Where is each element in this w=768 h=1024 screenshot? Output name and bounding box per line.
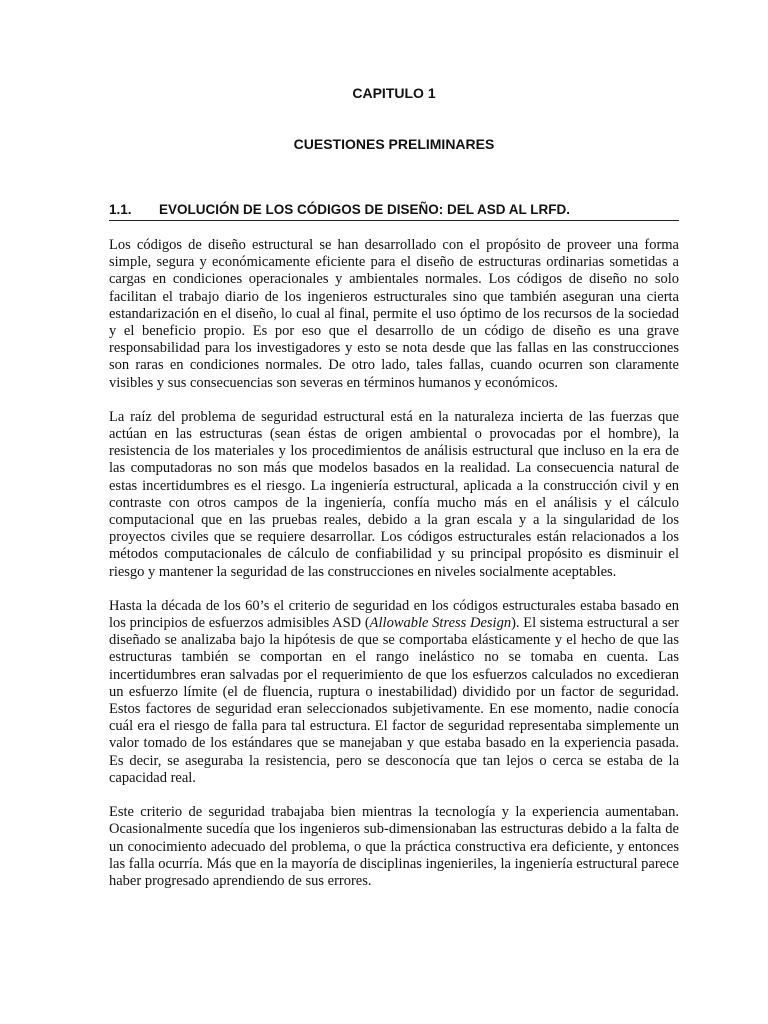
paragraph — [109, 598, 679, 787]
paragraph-text: ). El sistema estructural a ser diseñado se analizaba bajo la hipótesis de que se comportaba elásticamente y el hecho de que las estructuras también se comportan en el rango inelástico no se tomaba en cuenta. Las incertidumbres eran salvadas por el requerimiento de que los esfuerzos calculados no excedieran un esfuerzo límite (el de fluencia, ruptura o inestabilidad) dividido por un factor de seguridad. Estos factores de seguridad eran seleccionados subjetivamente. En ese momento, nadie conocía cuál era el riesgo de falla para tal estructura. El factor de seguridad representaba simplemente un valor tomado de los estándares que se manejaban y que estaba basado en la experiencia pasada. Es decir, se aseguraba la resistencia, pero se desconocía que tan lejos o cerca se estaba de la capacidad real. — [109, 615, 679, 786]
paragraph: La raíz del problema de seguridad estructural está en la naturaleza incierta de las fuerzas que actúan en las estructuras (sean éstas de origen ambiental o provocadas por el hombre), la resistencia de los materiales y los procedimientos de análisis estructural que incluso en la era de las computadoras no son más que modelos basados en la realidad. La consecuencia natural de estas incertidumbres es el riesgo. La ingeniería estructural, aplicada a la construcción civil y en contraste con otros campos de la ingeniería, confía mucho más en el análisis y el cálculo computacional que en las pruebas reales, debido a la gran escala y a la singularidad de los proyectos civiles que se requiere desarrollar. Los códigos estructurales están relacionados a los métodos computacionales de cálculo de confiabilidad y su principal propósito es disminuir el riesgo y mantener la seguridad de las construcciones en niveles socialmente aceptables. — [109, 408, 679, 580]
body-text — [109, 237, 679, 907]
section-number: 1.1. — [109, 202, 132, 217]
chapter-label: CAPITULO 1 — [352, 85, 436, 101]
chapter-title: CUESTIONES PRELIMINARES — [293, 136, 495, 152]
section-title: EVOLUCIÓN DE LOS CÓDIGOS DE DISEÑO: DEL ASD AL LRFD. — [159, 202, 571, 217]
paragraph-text: Hasta la década de los 60’s el criterio de seguridad en los códigos estructurales estaba basado en los principios de esfuerzos admisibles ASD ( — [109, 597, 679, 632]
paragraph: Los códigos de diseño estructural se han desarrollado con el propósito de proveer una forma simple, segura y económicamente eficiente para el diseño de estructuras ordinarias sometidas a cargas en condiciones operacionales y ambientales normales. Los códigos de diseño no solo facilitan el trabajo diario de los ingenieros estructurales sino que también aseguran una cierta estandarización en el diseño, lo cual al final, permite el uso óptimo de los recursos de la sociedad y el beneficio propio. Es por eso que el desarrollo de un código de diseño es una grave responsabilidad para los investigadores y esto se nota desde que las fallas en las construcciones son raras en condiciones normales. De otro lado, tales fallas, cuando ocurren son claramente visibles y sus consecuencias son severas en términos humanos y económicos. — [109, 237, 679, 391]
paragraph: Este criterio de seguridad trabajaba bien mientras la tecnología y la experiencia aumentaban. Ocasionalmente sucedía que los ingenieros sub-dimensionaban las estructuras debido a la falta de un conocimiento adecuado del problema, o que la práctica constructiva era deficiente, y entonces las falla ocurría. Más que en la mayoría de disciplinas ingenieriles, la ingeniería estructural parece haber progresado aprendiendo de sus errores. — [109, 804, 679, 889]
paragraph-italic-term: Allowable Stress Design — [369, 615, 512, 632]
section-heading — [109, 202, 679, 221]
